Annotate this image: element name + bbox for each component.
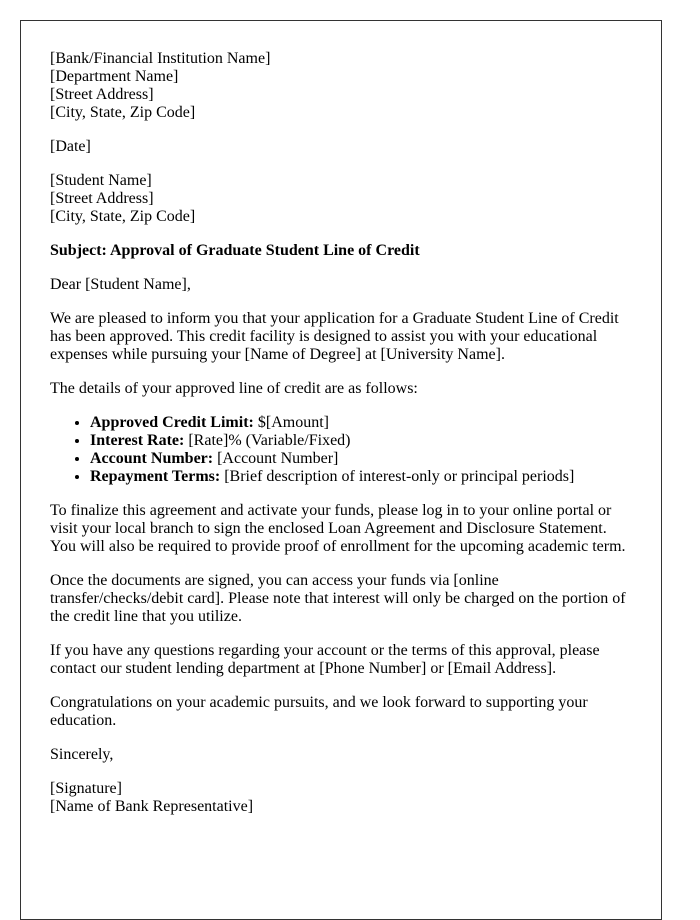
recipient-name: [Student Name] <box>50 172 152 189</box>
sender-department: [Department Name] <box>50 68 179 85</box>
credit-details-list <box>50 414 632 486</box>
details-lead-paragraph: The details of your approved line of credit are as follows: <box>50 380 418 397</box>
letter-date <box>50 138 632 156</box>
letter-document <box>20 20 662 920</box>
signature-placeholder: [Signature] <box>50 780 122 797</box>
detail-credit-limit <box>90 414 632 432</box>
detail-value: [Rate]% (Variable/Fixed) <box>184 432 351 449</box>
sender-address <box>50 50 632 122</box>
congratulations-paragraph: Congratulations on your academic pursuits, and we look forward to supporting your education. <box>50 694 588 729</box>
detail-value: [Brief description of interest-only or principal periods] <box>220 468 575 485</box>
detail-term: Interest Rate: <box>90 432 185 449</box>
detail-interest-rate <box>90 432 632 450</box>
representative-name: [Name of Bank Representative] <box>50 798 254 815</box>
finalize-paragraph: To finalize this agreement and activate your funds, please log in to your online portal or visit your local branch to sign the enclosed Loan Agreement and Disclosure Statement. You will also be required to provide proof of enrollment for the upcoming academic term. <box>50 502 626 555</box>
recipient-city-state-zip: [City, State, Zip Code] <box>50 208 196 225</box>
sender-street: [Street Address] <box>50 86 154 103</box>
access-funds-paragraph: Once the documents are signed, you can access your funds via [online transfer/checks/debit card]. Please note that interest will only be charged on the portion of the credit line that you utilize. <box>50 572 626 625</box>
subject-line: Subject: Approval of Graduate Student Line of Credit <box>50 242 420 259</box>
date-text: [Date] <box>50 138 91 155</box>
detail-value: [Account Number] <box>213 450 339 467</box>
letter-viewport <box>20 20 662 815</box>
detail-term: Account Number: <box>90 450 214 467</box>
signature-block <box>50 780 632 816</box>
recipient-street: [Street Address] <box>50 190 154 207</box>
detail-account-number <box>90 450 632 468</box>
detail-term: Repayment Terms: <box>90 468 221 485</box>
sender-city-state-zip: [City, State, Zip Code] <box>50 104 196 121</box>
valediction: Sincerely, <box>50 746 114 763</box>
detail-repayment-terms <box>90 468 632 486</box>
recipient-address <box>50 172 632 226</box>
detail-term: Approved Credit Limit: <box>90 414 254 431</box>
intro-paragraph: We are pleased to inform you that your application for a Graduate Student Line of Credit has been approved. This credit facility is designed to assist you with your educational expenses while pursuing your [Name of Degree] at [University Name]. <box>50 310 619 363</box>
detail-value: $[Amount] <box>253 414 329 431</box>
salutation: Dear [Student Name], <box>50 276 191 293</box>
questions-paragraph: If you have any questions regarding your account or the terms of this approval, please contact our student lending department at [Phone Number] or [Email Address]. <box>50 642 600 677</box>
sender-institution: [Bank/Financial Institution Name] <box>50 50 271 67</box>
